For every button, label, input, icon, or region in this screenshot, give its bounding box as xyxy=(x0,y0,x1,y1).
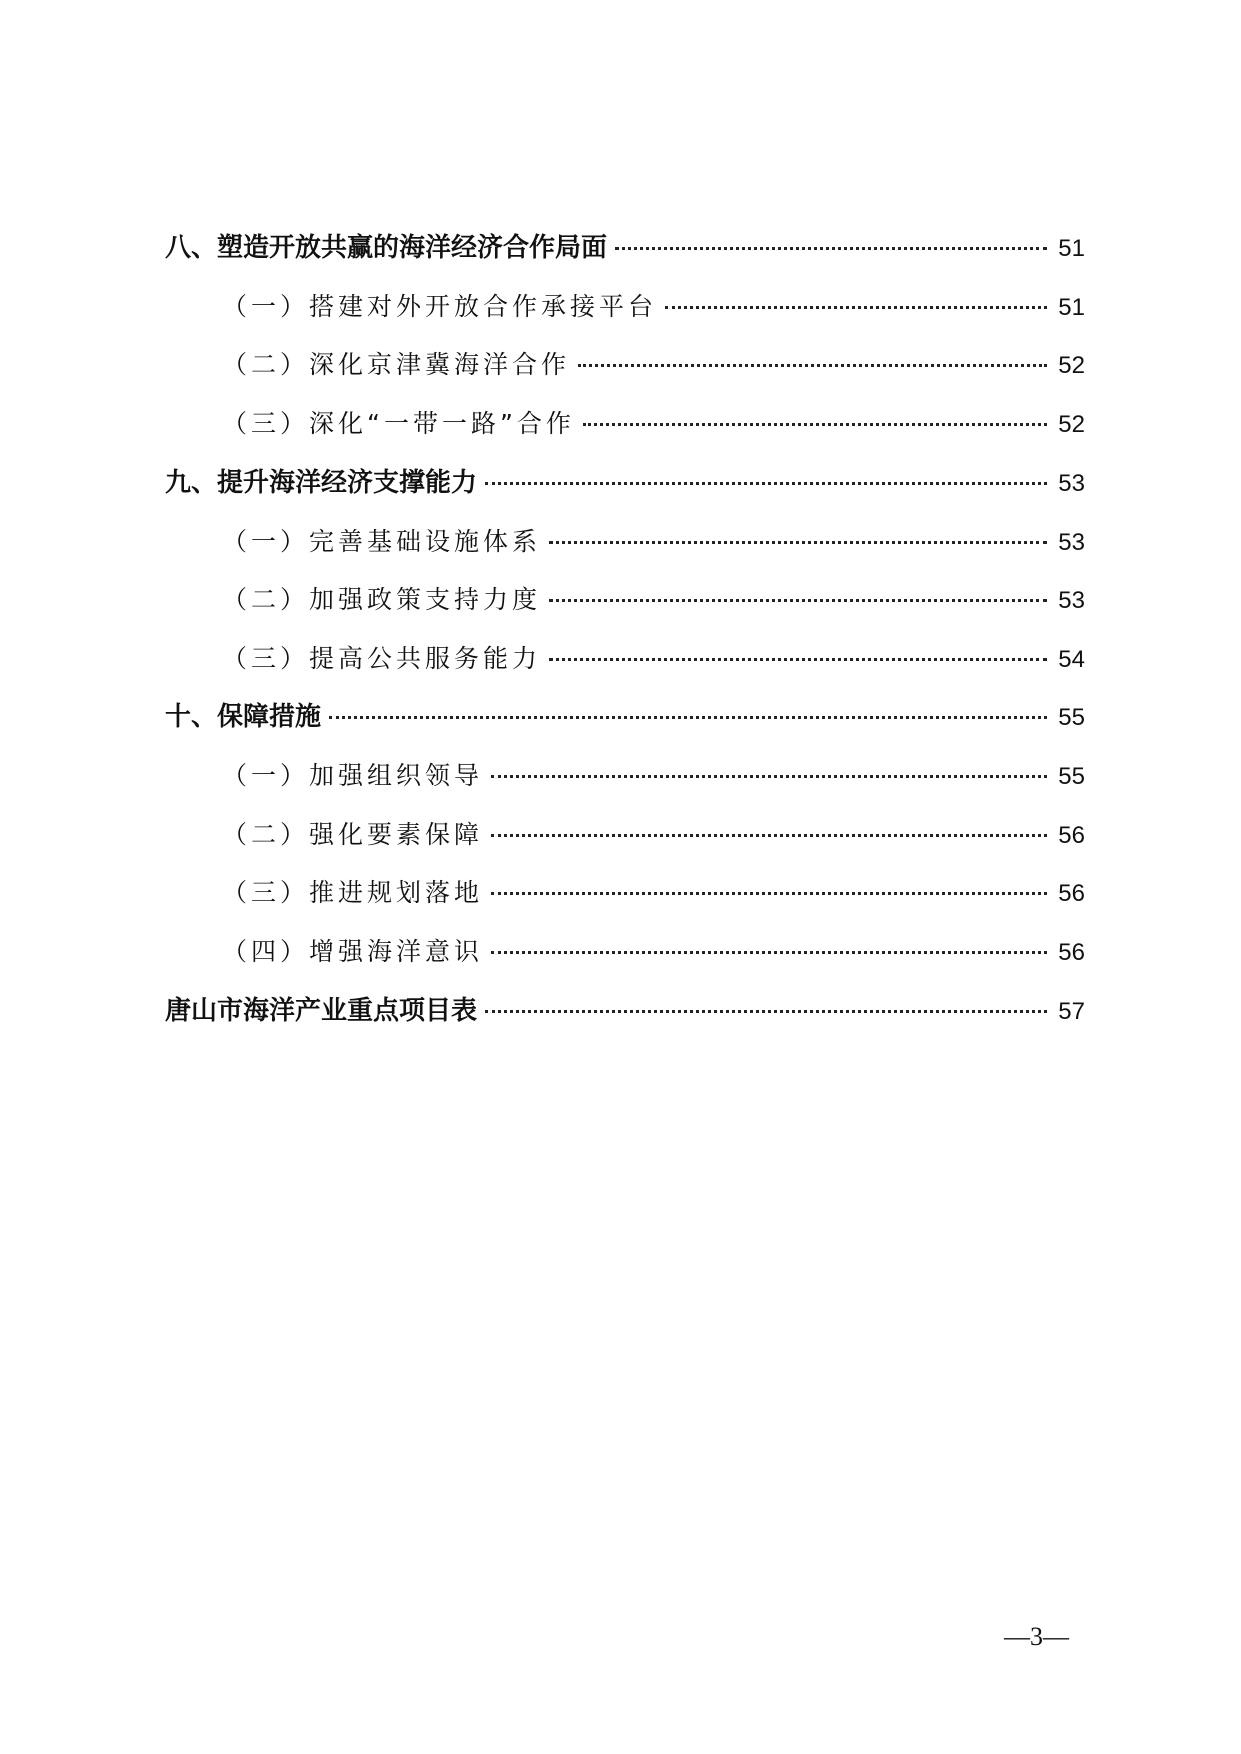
toc-entry[interactable] xyxy=(222,287,1085,327)
toc-entry-title: （一）加强组织领导 xyxy=(222,761,484,790)
toc-entry[interactable] xyxy=(165,228,1085,268)
toc-entry[interactable] xyxy=(222,932,1085,972)
toc-leader-dots xyxy=(549,599,1047,602)
toc-entry[interactable] xyxy=(165,697,1085,737)
toc-entry-title: （一）搭建对外开放合作承接平台 xyxy=(222,292,658,321)
toc-entry[interactable] xyxy=(222,404,1085,444)
toc-entry[interactable] xyxy=(222,345,1085,385)
toc-entry-title: 唐山市海洋产业重点项目表 xyxy=(165,996,478,1026)
toc-entry-title: 九、提升海洋经济支撑能力 xyxy=(165,468,478,498)
toc-entry-page: 51 xyxy=(1058,294,1085,321)
toc-leader-dots xyxy=(329,716,1047,719)
toc-entry-page: 57 xyxy=(1058,998,1085,1025)
toc-leader-dots xyxy=(485,1010,1047,1013)
toc-entry-page: 51 xyxy=(1058,235,1085,262)
toc-leader-dots xyxy=(549,658,1047,661)
toc-entry-title: （四）增强海洋意识 xyxy=(222,937,484,966)
toc-entry[interactable] xyxy=(165,463,1085,503)
toc-leader-dots xyxy=(485,482,1047,485)
toc-entry-title: （二）强化要素保障 xyxy=(222,820,484,849)
toc-entry-page: 56 xyxy=(1058,880,1085,907)
toc-leader-dots xyxy=(578,364,1047,367)
toc-entry-page: 53 xyxy=(1058,470,1085,497)
toc-entry-page: 55 xyxy=(1058,763,1085,790)
page-number: —3— xyxy=(1004,1622,1069,1651)
toc-entry-title: （二）深化京津冀海洋合作 xyxy=(222,350,571,379)
toc-entry-title: （二）加强政策支持力度 xyxy=(222,585,542,614)
toc-entry[interactable] xyxy=(222,639,1085,679)
toc-leader-dots xyxy=(491,951,1047,954)
toc-entry-title: （三）提高公共服务能力 xyxy=(222,644,542,673)
toc-entry[interactable] xyxy=(222,580,1085,620)
toc-entry-page: 53 xyxy=(1058,529,1085,556)
toc-leader-dots xyxy=(491,834,1047,837)
toc-entry-title: 八、塑造开放共赢的海洋经济合作局面 xyxy=(165,233,608,263)
toc-leader-dots xyxy=(549,541,1047,544)
toc-entry[interactable] xyxy=(222,873,1085,913)
toc-leader-dots xyxy=(615,247,1047,250)
toc-entry-title: （三）深化“一带一路”合作 xyxy=(222,409,575,438)
toc-entry-page: 56 xyxy=(1058,822,1085,849)
toc-leader-dots xyxy=(665,306,1047,309)
toc-leader-dots xyxy=(491,892,1047,895)
toc-entry-page: 56 xyxy=(1058,939,1085,966)
toc-entry-page: 55 xyxy=(1058,704,1085,731)
toc-entry-page: 52 xyxy=(1058,352,1085,379)
toc-entry-title: （一）完善基础设施体系 xyxy=(222,527,542,556)
toc-entry[interactable] xyxy=(222,756,1085,796)
toc-entry[interactable] xyxy=(222,522,1085,562)
toc-entry-page: 53 xyxy=(1058,587,1085,614)
toc-entry-page: 52 xyxy=(1058,411,1085,438)
toc-leader-dots xyxy=(491,775,1047,778)
toc-leader-dots xyxy=(583,423,1047,426)
toc-entry-title: 十、保障措施 xyxy=(165,702,322,732)
toc-entry-page: 54 xyxy=(1058,646,1085,673)
toc-entry[interactable] xyxy=(165,991,1085,1031)
toc-entry-title: （三）推进规划落地 xyxy=(222,878,484,907)
toc-entry[interactable] xyxy=(222,815,1085,855)
